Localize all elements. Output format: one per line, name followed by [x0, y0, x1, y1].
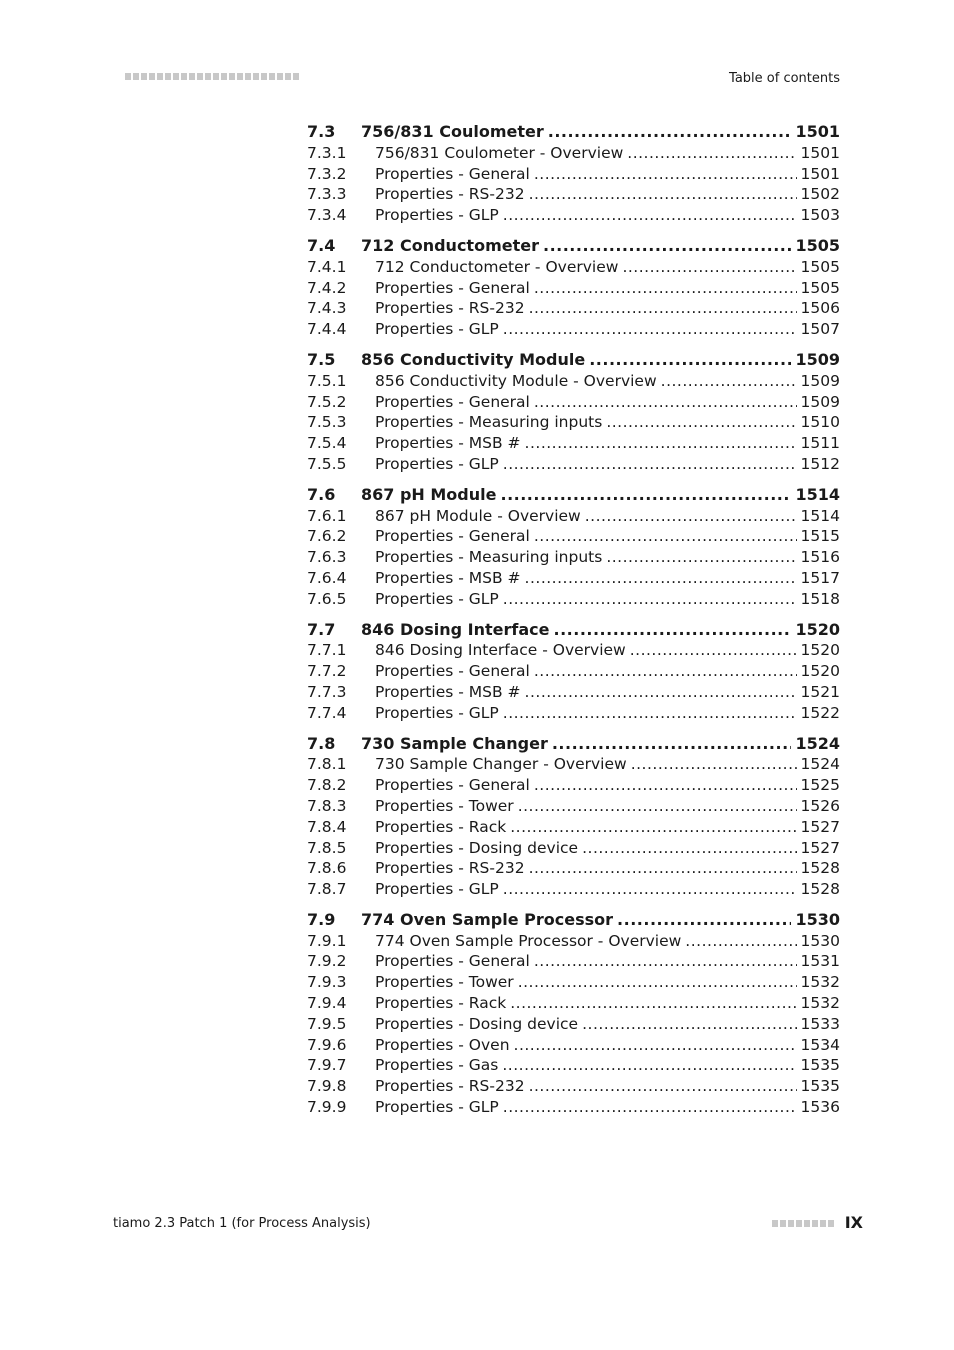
entry-title: Properties - Rack [375, 817, 507, 836]
dot-leader [685, 931, 796, 952]
dot-leader [503, 589, 797, 610]
toc-entry[interactable] [307, 143, 840, 164]
decoration-square [788, 1220, 794, 1227]
dot-leader [630, 640, 797, 661]
entry-page: 1535 [800, 1077, 840, 1096]
decoration-square [269, 73, 275, 80]
decoration-square [141, 73, 147, 80]
entry-page: 1501 [800, 164, 840, 183]
toc-section [307, 620, 840, 724]
dot-leader [617, 910, 791, 931]
entry-title: 756/831 Coulometer - Overview [375, 143, 624, 162]
decoration-square [277, 73, 283, 80]
entry-title: 730 Sample Changer - Overview [375, 755, 627, 774]
entry-number: 7.4 [307, 235, 336, 255]
entry-page: 1505 [800, 257, 840, 276]
toc-entry[interactable] [307, 205, 840, 226]
toc-entry[interactable] [307, 433, 840, 454]
entry-number: 7.8.1 [307, 755, 347, 774]
entry-title: Properties - Rack [375, 994, 507, 1013]
toc-entry[interactable] [307, 879, 840, 900]
decoration-square [205, 73, 211, 80]
toc-entry[interactable] [307, 547, 840, 568]
entry-page: 1520 [800, 641, 840, 660]
entry-page: 1509 [800, 392, 840, 411]
entry-number: 7.5.3 [307, 413, 347, 432]
entry-title: Properties - RS-232 [375, 1077, 525, 1096]
dot-leader [529, 184, 797, 205]
toc-section-heading[interactable] [307, 236, 840, 257]
toc-entry[interactable] [307, 278, 840, 299]
dot-leader [503, 1097, 797, 1118]
entry-number: 7.9.2 [307, 952, 347, 971]
dot-leader [585, 506, 797, 527]
dot-leader [548, 122, 792, 143]
toc-entry[interactable] [307, 754, 840, 775]
dot-leader [529, 298, 797, 319]
entry-title: Properties - GLP [375, 454, 499, 473]
entry-page: 1521 [800, 682, 840, 701]
entry-page: 1536 [800, 1098, 840, 1117]
decoration-square [796, 1220, 802, 1227]
entry-title: Properties - General [375, 527, 530, 546]
entry-number: 7.9.7 [307, 1056, 347, 1075]
entry-title: Properties - General [375, 662, 530, 681]
decoration-square [828, 1220, 834, 1227]
entry-number: 7.3.2 [307, 164, 347, 183]
dot-leader [552, 734, 792, 755]
toc-section-heading[interactable] [307, 910, 840, 931]
entry-page: 1526 [800, 796, 840, 815]
entry-number: 7.8.5 [307, 838, 347, 857]
entry-page: 1512 [800, 454, 840, 473]
entry-number: 7.7.4 [307, 703, 347, 722]
dot-leader [529, 1076, 797, 1097]
decoration-square [229, 73, 235, 80]
dot-leader [554, 620, 792, 641]
decoration-square [181, 73, 187, 80]
dot-leader [661, 371, 797, 392]
entry-page: 1531 [800, 952, 840, 971]
entry-number: 7.9.4 [307, 994, 347, 1013]
entry-number: 7.7 [307, 619, 336, 639]
decoration-square [213, 73, 219, 80]
entry-page: 1514 [800, 506, 840, 525]
entry-page: 1511 [800, 434, 840, 453]
entry-title: Properties - GLP [375, 880, 499, 899]
entry-title: Properties - Oven [375, 1035, 510, 1054]
entry-title: 730 Sample Changer [361, 733, 548, 753]
entry-title: Properties - GLP [375, 1098, 499, 1117]
toc-entry[interactable] [307, 506, 840, 527]
entry-page: 1532 [800, 973, 840, 992]
toc-section [307, 350, 840, 475]
header-decoration [125, 73, 299, 83]
entry-number: 7.8.4 [307, 817, 347, 836]
toc-entry[interactable] [307, 640, 840, 661]
entry-page: 1527 [800, 817, 840, 836]
toc-entry[interactable] [307, 796, 840, 817]
entry-title: Properties - GLP [375, 589, 499, 608]
entry-page: 1517 [800, 568, 840, 587]
decoration-square [812, 1220, 818, 1227]
entry-number: 7.3.4 [307, 206, 347, 225]
entry-title: Properties - General [375, 164, 530, 183]
decoration-square [189, 73, 195, 80]
dot-leader [606, 547, 796, 568]
decoration-square [197, 73, 203, 80]
entry-title: 856 Conductivity Module [361, 349, 586, 369]
entry-page: 1514 [795, 484, 840, 504]
entry-page: 1510 [800, 413, 840, 432]
toc-section [307, 236, 840, 340]
entry-number: 7.7.2 [307, 662, 347, 681]
entry-page: 1506 [800, 299, 840, 318]
decoration-square [173, 73, 179, 80]
entry-page: 1503 [800, 206, 840, 225]
entry-title: Properties - RS-232 [375, 299, 525, 318]
entry-number: 7.3 [307, 122, 336, 141]
entry-number: 7.9.6 [307, 1035, 347, 1054]
toc-entry[interactable] [307, 838, 840, 859]
decoration-square [820, 1220, 826, 1227]
entry-title: Properties - GLP [375, 703, 499, 722]
entry-number: 7.5.1 [307, 371, 347, 390]
dot-leader [606, 412, 796, 433]
toc-entry[interactable] [307, 703, 840, 724]
entry-title: 846 Dosing Interface [361, 619, 550, 639]
toc-entry[interactable] [307, 412, 840, 433]
entry-page: 1524 [800, 755, 840, 774]
entry-page: 1534 [800, 1035, 840, 1054]
entry-title: 712 Conductometer [361, 235, 539, 255]
dot-leader [518, 972, 797, 993]
entry-number: 7.6 [307, 484, 336, 504]
entry-title: Properties - RS-232 [375, 859, 525, 878]
entry-title: Properties - GLP [375, 206, 499, 225]
decoration-square [804, 1220, 810, 1227]
toc-entry[interactable] [307, 257, 840, 278]
entry-number: 7.9 [307, 909, 336, 929]
toc-entry[interactable] [307, 931, 840, 952]
toc-entry[interactable] [307, 1035, 840, 1056]
toc-entry[interactable] [307, 526, 840, 547]
toc-section [307, 485, 840, 610]
entry-number: 7.3.1 [307, 143, 347, 162]
entry-number: 7.5.4 [307, 434, 347, 453]
dot-leader [589, 350, 791, 371]
footer-page-number: IX [844, 1213, 863, 1232]
dot-leader [631, 754, 797, 775]
toc-entry[interactable] [307, 298, 840, 319]
toc-section [307, 122, 840, 226]
entry-title: Properties - RS-232 [375, 185, 525, 204]
decoration-square [261, 73, 267, 80]
toc-entry[interactable] [307, 319, 840, 340]
entry-number: 7.8.2 [307, 776, 347, 795]
entry-page: 1509 [795, 349, 840, 369]
dot-leader [627, 143, 796, 164]
toc-section [307, 734, 840, 900]
entry-title: 867 pH Module [361, 484, 497, 504]
dot-leader [514, 1035, 797, 1056]
dot-leader [503, 703, 797, 724]
toc-section-heading[interactable] [307, 620, 840, 641]
entry-page: 1520 [800, 662, 840, 681]
decoration-square [772, 1220, 778, 1227]
dot-leader [502, 1055, 796, 1076]
entry-number: 7.4.4 [307, 320, 347, 339]
entry-title: Properties - MSB # [375, 568, 521, 587]
toc-entry[interactable] [307, 951, 840, 972]
entry-number: 7.4.3 [307, 299, 347, 318]
entry-number: 7.5.5 [307, 454, 347, 473]
entry-title: Properties - GLP [375, 320, 499, 339]
entry-page: 1501 [800, 143, 840, 162]
dot-leader [582, 1014, 796, 1035]
entry-number: 7.6.4 [307, 568, 347, 587]
dot-leader [534, 661, 797, 682]
entry-number: 7.8.6 [307, 859, 347, 878]
toc-section-heading[interactable] [307, 485, 840, 506]
entry-page: 1520 [795, 619, 840, 639]
toc-section [307, 910, 840, 1118]
entry-title: Properties - Dosing device [375, 838, 579, 857]
entry-title: Properties - MSB # [375, 434, 521, 453]
entry-title: Properties - General [375, 278, 530, 297]
dot-leader [534, 392, 797, 413]
entry-title: Properties - General [375, 776, 530, 795]
entry-title: 756/831 Coulometer [361, 122, 544, 141]
toc-entry[interactable] [307, 568, 840, 589]
entry-number: 7.6.3 [307, 548, 347, 567]
entry-number: 7.9.3 [307, 973, 347, 992]
entry-number: 7.6.1 [307, 506, 347, 525]
dot-leader [622, 257, 796, 278]
dot-leader [534, 526, 797, 547]
entry-page: 1502 [800, 185, 840, 204]
toc-entry[interactable] [307, 392, 840, 413]
entry-number: 7.8.7 [307, 880, 347, 899]
entry-page: 1532 [800, 994, 840, 1013]
toc-entry[interactable] [307, 454, 840, 475]
decoration-square [133, 73, 139, 80]
decoration-square [285, 73, 291, 80]
dot-leader [503, 319, 797, 340]
dot-leader [534, 775, 797, 796]
entry-page: 1524 [795, 733, 840, 753]
decoration-square [125, 73, 131, 80]
entry-number: 7.5 [307, 349, 336, 369]
toc-entry[interactable] [307, 1014, 840, 1035]
entry-page: 1528 [800, 880, 840, 899]
entry-page: 1528 [800, 859, 840, 878]
entry-title: Properties - MSB # [375, 682, 521, 701]
entry-number: 7.7.3 [307, 682, 347, 701]
entry-page: 1525 [800, 776, 840, 795]
toc-entry[interactable] [307, 1076, 840, 1097]
entry-page: 1507 [800, 320, 840, 339]
toc-section-heading[interactable] [307, 122, 840, 143]
decoration-square [237, 73, 243, 80]
toc-section-heading[interactable] [307, 350, 840, 371]
entry-page: 1501 [795, 122, 840, 141]
entry-title: Properties - Measuring inputs [375, 548, 603, 567]
dot-leader [534, 278, 797, 299]
entry-title: 712 Conductometer - Overview [375, 257, 619, 276]
entry-number: 7.9.1 [307, 931, 347, 950]
dot-leader [503, 205, 797, 226]
toc-entry[interactable] [307, 972, 840, 993]
entry-number: 7.4.2 [307, 278, 347, 297]
entry-title: Properties - Gas [375, 1056, 499, 1075]
dot-leader [543, 236, 791, 257]
toc-entry[interactable] [307, 164, 840, 185]
decoration-square [293, 73, 299, 80]
entry-page: 1530 [800, 931, 840, 950]
toc-entry[interactable] [307, 1097, 840, 1118]
dot-leader [534, 164, 797, 185]
entry-title: 774 Oven Sample Processor - Overview [375, 931, 682, 950]
dot-leader [500, 485, 791, 506]
entry-number: 7.5.2 [307, 392, 347, 411]
decoration-square [157, 73, 163, 80]
dot-leader [534, 951, 797, 972]
footer-decoration [772, 1220, 834, 1227]
entry-page: 1505 [795, 235, 840, 255]
entry-title: 846 Dosing Interface - Overview [375, 641, 626, 660]
toc-entry[interactable] [307, 817, 840, 838]
entry-page: 1515 [800, 527, 840, 546]
dot-leader [518, 796, 797, 817]
decoration-square [149, 73, 155, 80]
entry-title: Properties - Tower [375, 796, 514, 815]
entry-page: 1535 [800, 1056, 840, 1075]
decoration-square [253, 73, 259, 80]
entry-title: 856 Conductivity Module - Overview [375, 371, 657, 390]
entry-title: Properties - Tower [375, 973, 514, 992]
entry-number: 7.9.5 [307, 1014, 347, 1033]
entry-number: 7.7.1 [307, 641, 347, 660]
entry-number: 7.8 [307, 733, 336, 753]
toc-entry[interactable] [307, 661, 840, 682]
decoration-square [780, 1220, 786, 1227]
entry-page: 1505 [800, 278, 840, 297]
entry-page: 1516 [800, 548, 840, 567]
toc-entry[interactable] [307, 1055, 840, 1076]
entry-title: Properties - General [375, 392, 530, 411]
dot-leader [525, 682, 797, 703]
entry-page: 1527 [800, 838, 840, 857]
entry-title: Properties - General [375, 952, 530, 971]
entry-title: 774 Oven Sample Processor [361, 909, 614, 929]
entry-number: 7.9.8 [307, 1077, 347, 1096]
entry-page: 1509 [800, 371, 840, 390]
entry-number: 7.3.3 [307, 185, 347, 204]
toc-entry[interactable] [307, 682, 840, 703]
header-title: Table of contents [729, 71, 840, 86]
entry-page: 1530 [795, 909, 840, 929]
entry-number: 7.8.3 [307, 796, 347, 815]
entry-page: 1518 [800, 589, 840, 608]
decoration-square [221, 73, 227, 80]
dot-leader [510, 993, 796, 1014]
toc-entry[interactable] [307, 993, 840, 1014]
entry-title: Properties - Dosing device [375, 1014, 579, 1033]
dot-leader [525, 568, 797, 589]
toc-entry[interactable] [307, 858, 840, 879]
table-of-contents [307, 122, 840, 1128]
entry-number: 7.4.1 [307, 257, 347, 276]
entry-number: 7.6.2 [307, 527, 347, 546]
entry-page: 1533 [800, 1014, 840, 1033]
entry-number: 7.9.9 [307, 1098, 347, 1117]
entry-number: 7.6.5 [307, 589, 347, 608]
dot-leader [510, 817, 796, 838]
toc-entry[interactable] [307, 589, 840, 610]
footer-product: tiamo 2.3 Patch 1 (for Process Analysis) [113, 1216, 371, 1231]
decoration-square [165, 73, 171, 80]
entry-title: Properties - Measuring inputs [375, 413, 603, 432]
entry-page: 1522 [800, 703, 840, 722]
toc-section-heading[interactable] [307, 734, 840, 755]
decoration-square [245, 73, 251, 80]
entry-title: 867 pH Module - Overview [375, 506, 581, 525]
dot-leader [503, 879, 797, 900]
dot-leader [525, 433, 797, 454]
dot-leader [582, 838, 796, 859]
toc-entry[interactable] [307, 775, 840, 796]
dot-leader [503, 454, 797, 475]
dot-leader [529, 858, 797, 879]
toc-entry[interactable] [307, 371, 840, 392]
toc-entry[interactable] [307, 184, 840, 205]
